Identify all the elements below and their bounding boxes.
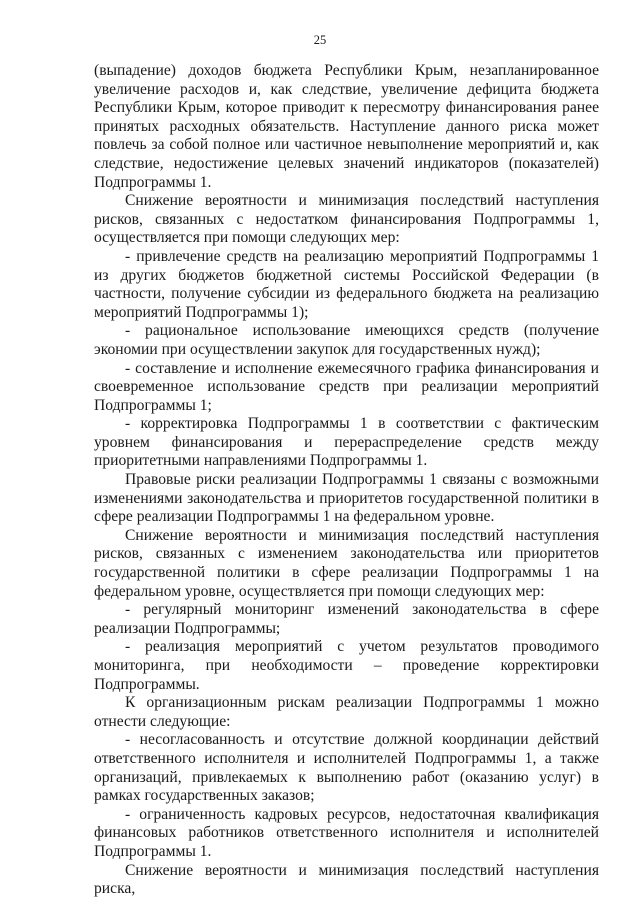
- list-item-coordination: - несогласованность и отсутствие должной координации действий ответственного исполнителя и исполнителей Подпрограммы 1, а также организаций, привлекаемых к выполнению работ (оказанию услуг) в рамках государственных заказов;: [94, 731, 599, 805]
- list-item-financing-schedule: - составление и исполнение ежемесячного графика финансирования и своевременное использование средств при реализации мероприятий Подпрограммы 1;: [94, 359, 599, 414]
- list-item-adjustment: - корректировка Подпрограммы 1 в соответствии с фактическим уровнем финансирования и перераспределение средств между приоритетными направлениями Подпрограммы 1.: [94, 415, 599, 470]
- list-item-staffing: - ограниченность кадровых ресурсов, недостаточная квалификация финансовых работников ответственного исполнителя и исполнителей Подпрограммы 1.: [94, 805, 599, 860]
- paragraph-risk-mitigation-start: Снижение вероятности и минимизация последствий наступления риска,: [94, 861, 599, 898]
- paragraph-continuation: (выпадение) доходов бюджета Республики Крым, незапланированное увеличение расходов и, как следствие, увеличение дефицита бюджета Республики Крым, которое приводит к пересмотру финансирования ранее принятых расходных обязательств. Наступление данного риска может повлечь за собой полное или частичное невыполнение мероприятий и, как следствие, недостижение целевых значений индикаторов (показателей) Подпрограммы 1.: [94, 62, 599, 191]
- list-item-attract-funds: - привлечение средств на реализацию мероприятий Подпрограммы 1 из других бюджетов бюджетной системы Российской Федерации (в частности, получение субсидии из федерального бюджета на реализацию мероприятий Подпрограммы 1);: [94, 247, 599, 321]
- list-item-implementation: - реализация мероприятий с учетом результатов проводимого мониторинга, при необходимости – проведение корректировки Подпрограммы.: [94, 638, 599, 693]
- list-item-monitoring: - регулярный мониторинг изменений законодательства в сфере реализации Подпрограммы;: [94, 601, 599, 637]
- page-number: 25: [313, 33, 327, 47]
- paragraph-legal-risks: Правовые риски реализации Подпрограммы 1 связаны с возможными изменениями законодательства и приоритетов государственной политики в сфере реализации Подпрограммы 1 на федеральном уровне.: [94, 471, 599, 526]
- paragraph-financing-risk-mitigation: Снижение вероятности и минимизация последствий наступления рисков, связанных с недостатком финансирования Подпрограммы 1, осуществляется при помощи следующих мер:: [94, 192, 599, 247]
- paragraph-organizational-risks: К организационным рискам реализации Подпрограммы 1 можно отнести следующие:: [94, 694, 599, 730]
- list-item-rational-use: - рациональное использование имеющихся средств (получение экономии при осуществлении закупок для государственных нужд);: [94, 322, 599, 358]
- body-text: [94, 62, 599, 899]
- paragraph-legal-risk-mitigation: Снижение вероятности и минимизация последствий наступления рисков, связанных с изменением законодательства или приоритетов государственной политики в сфере реализации Подпрограммы 1 на федеральном уровне, осуществляется при помощи следующих мер:: [94, 526, 599, 600]
